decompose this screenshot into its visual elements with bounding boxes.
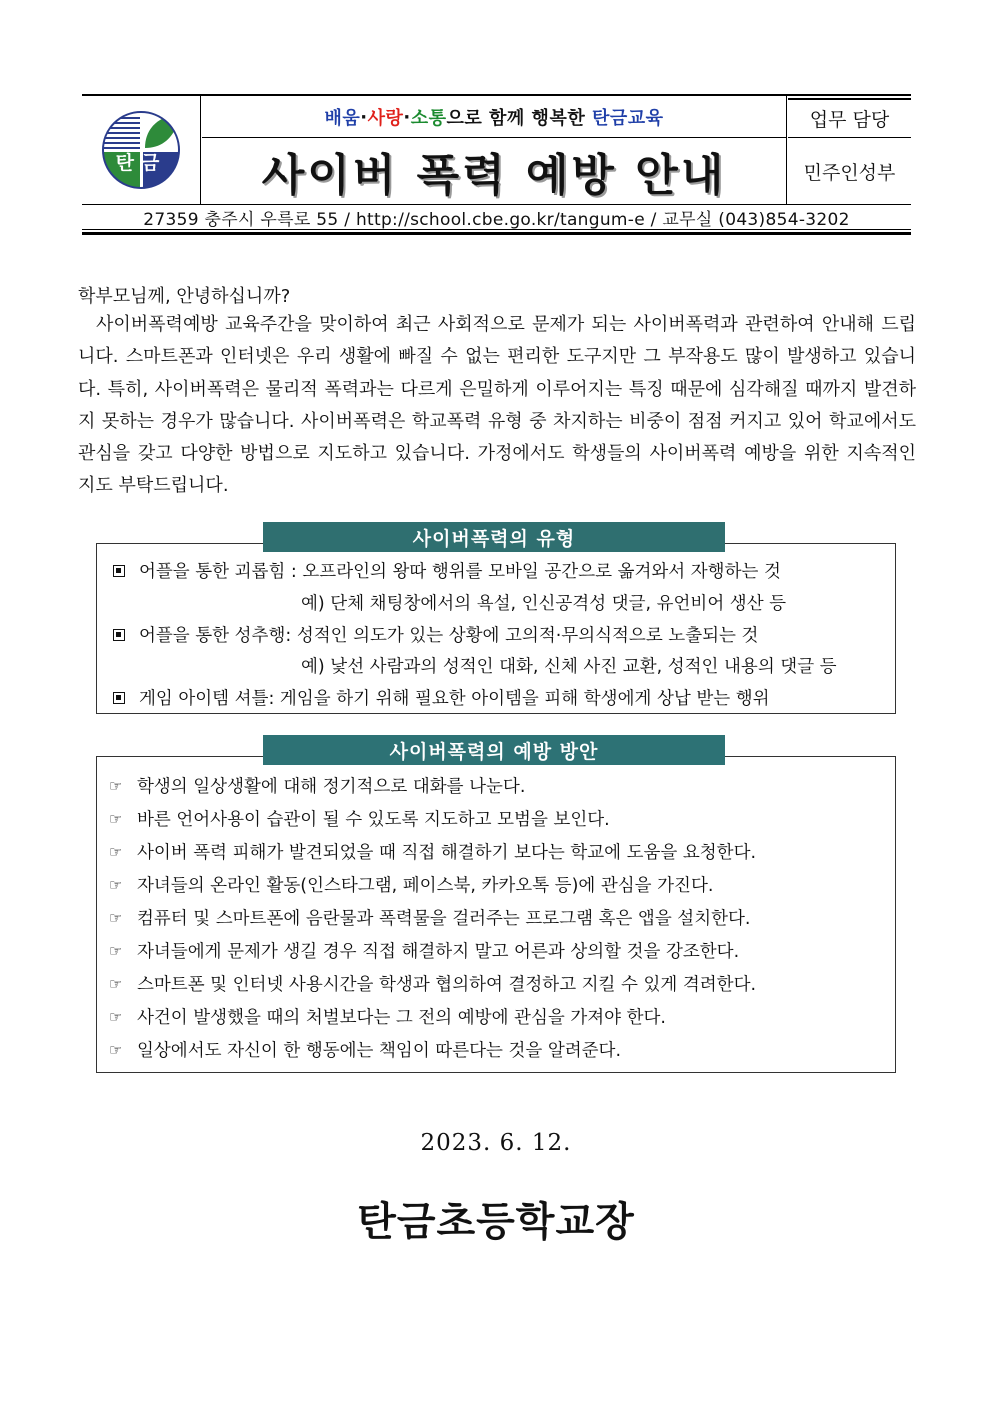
list-item bbox=[109, 971, 756, 996]
school-address: 27359 충주시 우륵로 55 / http://school.cbe.go.kr/tangum-e / 교무실 (043)854-3202 bbox=[143, 209, 850, 230]
signer-name: 탄금초등학교장 bbox=[357, 1198, 635, 1245]
types-section-title: 사이버폭력의 유형 bbox=[263, 522, 725, 552]
type-text: 게임 아이템 셔틀: 게임을 하기 위해 필요한 아이템을 피해 학생에게 상납 받는 행위 bbox=[139, 689, 770, 709]
slogan-part-love: 사랑 bbox=[367, 108, 404, 129]
letterhead bbox=[82, 94, 911, 236]
list-item bbox=[113, 558, 781, 583]
prevention-text: 사이버 폭력 피해가 발견되었을 때 직접 해결하기 보다는 학교에 도움을 요청한다. bbox=[137, 843, 757, 863]
page-title: 사이버 폭력 예방 안내 bbox=[261, 150, 727, 201]
type-text: 어플을 통한 성추행: 성적인 의도가 있는 상황에 고의적·무의식적으로 노출되는 것 bbox=[139, 626, 759, 646]
letterhead-bottom-rule bbox=[82, 229, 911, 230]
square-bullet-icon bbox=[113, 629, 125, 641]
logo-text: 탄금 bbox=[115, 152, 167, 174]
pointing-hand-icon: ☞ bbox=[109, 1040, 123, 1059]
pointing-hand-icon: ☞ bbox=[109, 941, 123, 960]
list-item bbox=[113, 622, 758, 647]
list-item bbox=[109, 905, 751, 930]
prevention-text: 학생의 일상생활에 대해 정기적으로 대화를 나눈다. bbox=[137, 777, 526, 797]
pointing-hand-icon: ☞ bbox=[109, 776, 123, 795]
prevention-text: 스마트폰 및 인터넷 사용시간을 학생과 협의하여 결정하고 지킬 수 있게 격려한다. bbox=[137, 975, 757, 995]
type-example: 예) 단체 채팅창에서의 욕설, 인신공격성 댓글, 유언비어 생산 등 bbox=[301, 594, 787, 614]
list-item bbox=[109, 1004, 666, 1029]
slogan-part-school: 탄금교육 bbox=[591, 108, 664, 129]
list-item bbox=[109, 773, 525, 798]
dept-label: 업무 담당 bbox=[788, 98, 911, 136]
pointing-hand-icon: ☞ bbox=[109, 1007, 123, 1026]
slogan-middle: 으로 함께 행복한 bbox=[446, 108, 592, 129]
pointing-hand-icon: ☞ bbox=[109, 875, 123, 894]
prevention-text: 자녀들의 온라인 활동(인스타그램, 페이스북, 카카오톡 등)에 관심을 가진다. bbox=[137, 876, 714, 896]
letterhead-divider bbox=[200, 96, 201, 204]
list-item bbox=[109, 872, 713, 897]
prevention-box bbox=[96, 756, 896, 1073]
prevention-section-title: 사이버폭력의 예방 방안 bbox=[263, 735, 725, 765]
cyberbullying-types-box bbox=[96, 543, 896, 714]
prevention-text: 일상에서도 자신이 한 행동에는 책임이 따른다는 것을 알려준다. bbox=[137, 1041, 622, 1061]
intro-paragraph: 사이버폭력예방 교육주간을 맞이하여 최근 사회적으로 문제가 되는 사이버폭력과 관련하여 안내해 드립니다. 스마트폰과 인터넷은 우리 생활에 빠질 수 없는 편리한 도구지만 그 부작용도 많이 발생하고 있습니다. 특히, 사이버폭력은 물리적 폭력과는 다르게 은밀하게 이루어지는 특징 때문에 심각해질 때까지 발견하지 못하는 경우가 많습니다. 사이버폭력은 학교폭력 유형 중 차지하는 비중이 점점 커지고 있어 학교에서도 관심을 갖고 다양한 방법으로 지도하고 있습니다. 가정에서도 학생들의 사이버폭력 예방을 위한 지속적인 지도 부탁드립니다. bbox=[78, 314, 916, 497]
list-item bbox=[109, 1037, 621, 1062]
prevention-text: 바른 언어사용이 습관이 될 수 있도록 지도하고 모범을 보인다. bbox=[137, 810, 610, 830]
letterhead-bottom-rule-thick bbox=[82, 232, 911, 235]
slogan-part-communication: 소통 bbox=[410, 108, 447, 129]
slogan-separator: · bbox=[403, 106, 411, 128]
slogan-separator: · bbox=[360, 106, 368, 128]
prevention-text: 자녀들에게 문제가 생길 경우 직접 해결하지 말고 어른과 상의할 것을 강조한다. bbox=[137, 942, 740, 962]
type-text: 어플을 통한 괴롭힘 : 오프라인의 왕따 행위를 모바일 공간으로 옮겨와서 자행하는 것 bbox=[139, 562, 781, 582]
pointing-hand-icon: ☞ bbox=[109, 809, 123, 828]
letter-date: 2023. 6. 12. bbox=[420, 1130, 572, 1156]
greeting: 학부모님께, 안녕하십니까? bbox=[78, 286, 291, 307]
slogan-part-learning: 배움 bbox=[324, 108, 361, 129]
list-item bbox=[109, 839, 756, 864]
type-example: 예) 낯선 사람과의 성적인 대화, 신체 사진 교환, 성적인 내용의 댓글 등 bbox=[301, 657, 837, 677]
school-logo bbox=[82, 96, 200, 204]
dept-name: 민주인성부 bbox=[803, 161, 896, 184]
square-bullet-icon bbox=[113, 565, 125, 577]
list-item bbox=[113, 685, 770, 710]
letterhead-divider bbox=[786, 96, 787, 204]
school-slogan bbox=[202, 98, 786, 136]
list-item bbox=[109, 806, 610, 831]
pointing-hand-icon: ☞ bbox=[109, 974, 123, 993]
prevention-text: 컴퓨터 및 스마트폰에 음란물과 폭력물을 걸러주는 프로그램 혹은 앱을 설치한다. bbox=[137, 909, 751, 929]
pointing-hand-icon: ☞ bbox=[109, 908, 123, 927]
pointing-hand-icon: ☞ bbox=[109, 842, 123, 861]
square-bullet-icon bbox=[113, 692, 125, 704]
prevention-text: 사건이 발생했을 때의 처벌보다는 그 전의 예방에 관심을 가져야 한다. bbox=[137, 1008, 666, 1028]
list-item bbox=[109, 938, 739, 963]
